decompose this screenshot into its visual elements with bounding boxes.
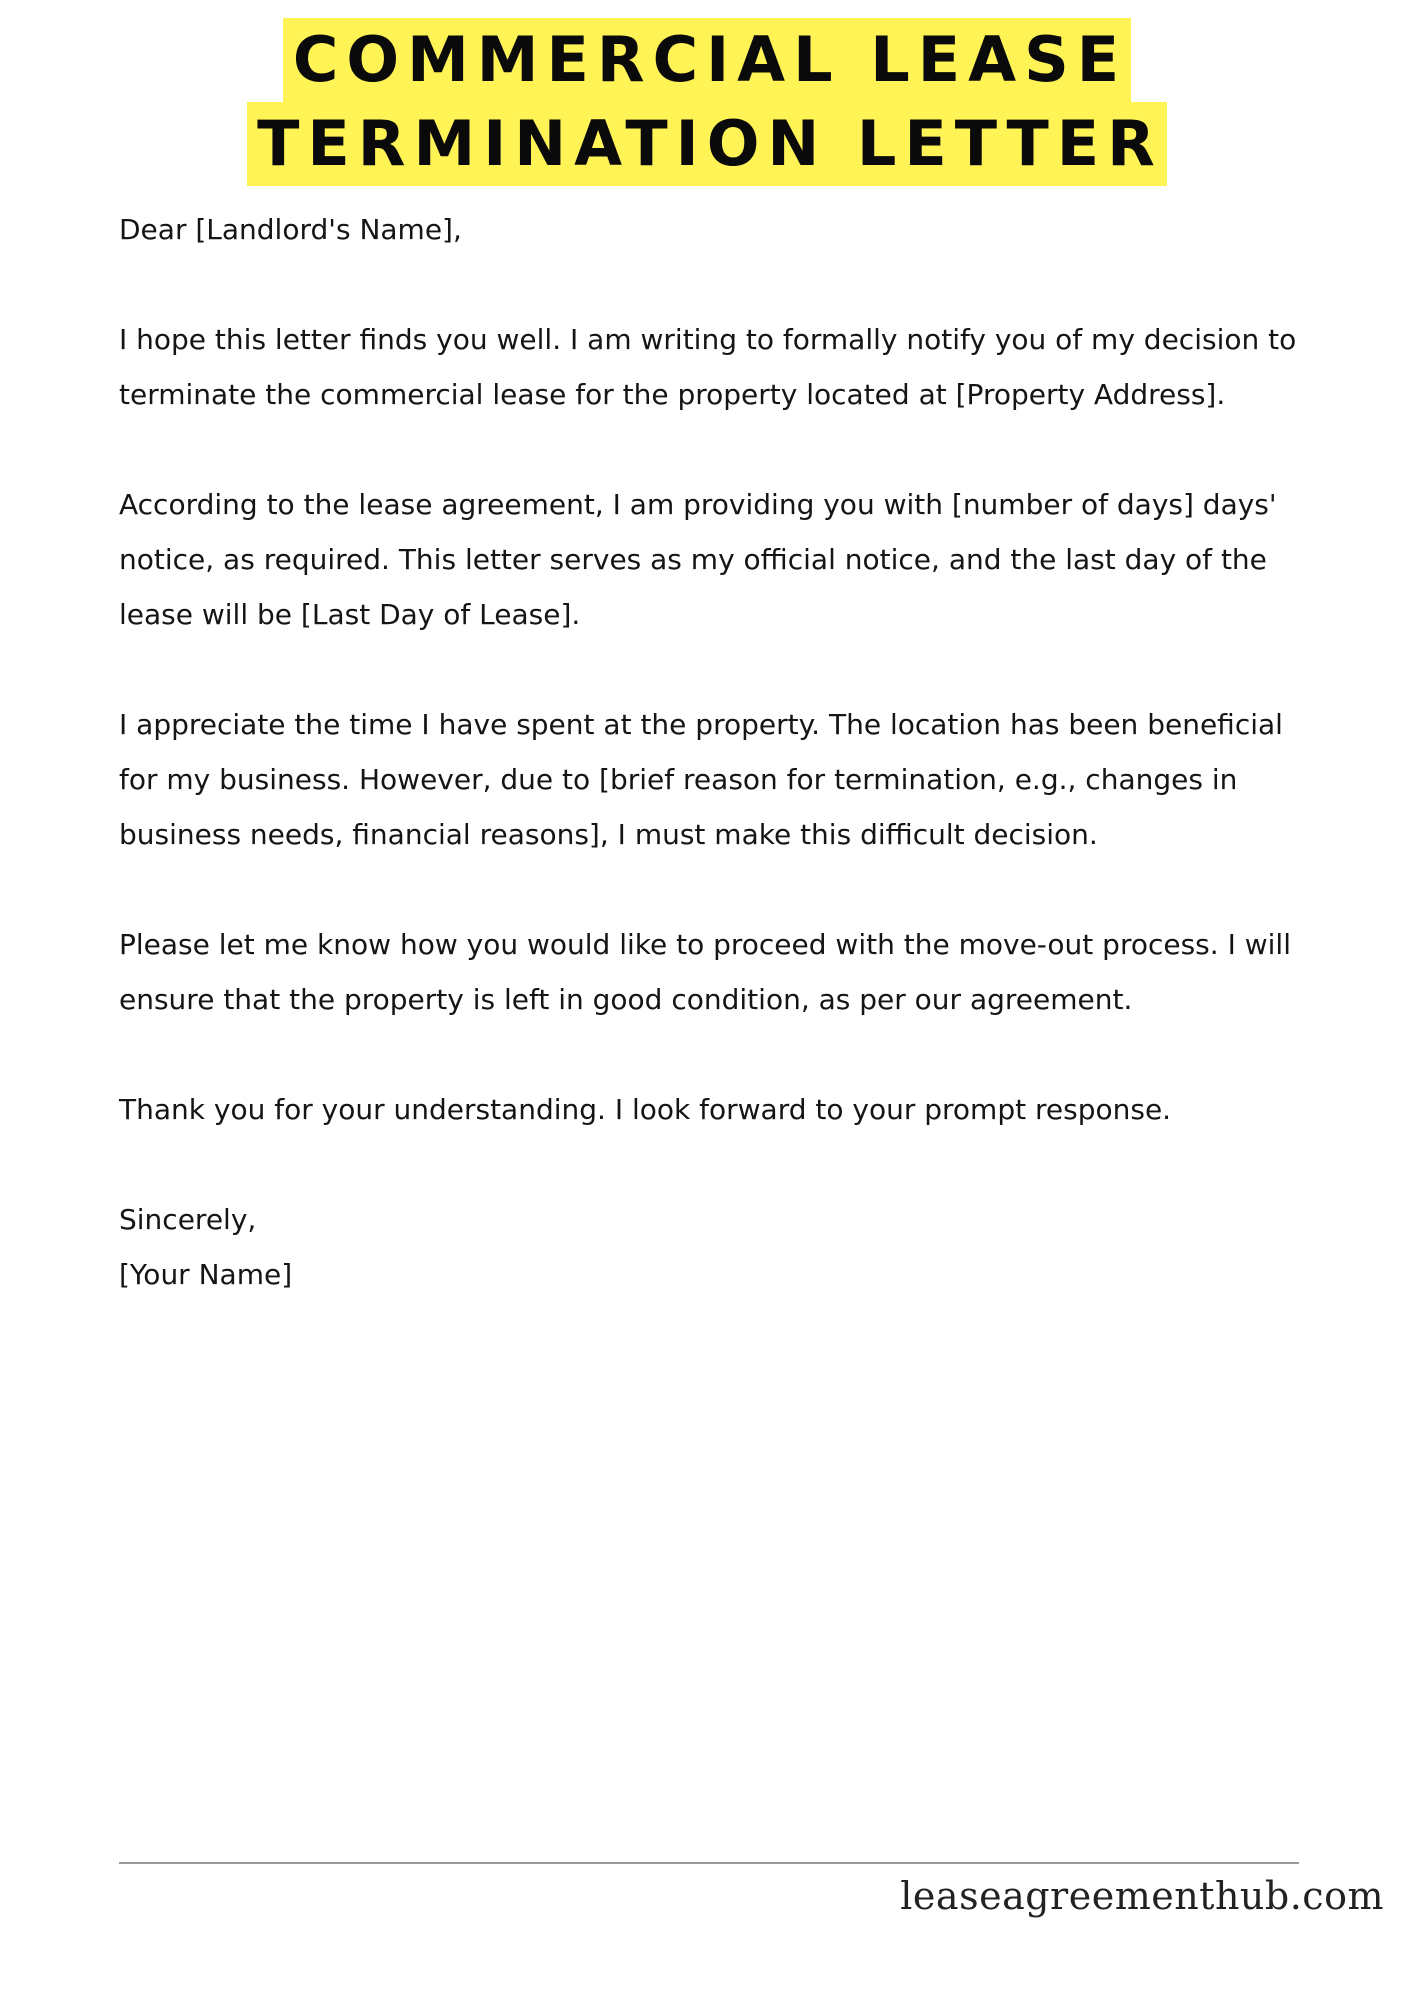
- paragraph-move-out: Please let me know how you would like to proceed with the move-out process. I will ensure that the property is left in good condition, as per our agreement.: [119, 928, 1291, 1016]
- closing: Sincerely,: [119, 1203, 257, 1236]
- paragraph-intro: I hope this letter finds you well. I am writing to formally notify you of my decision to terminate the commercial lease for the property located at [Property Address].: [119, 323, 1297, 411]
- footer-divider: [119, 1862, 1299, 1864]
- title-line-2: TERMINATION LETTER: [247, 102, 1167, 186]
- paragraph-reason: I appreciate the time I have spent at the property. The location has been beneficial for my business. However, due to [brief reason for termination, e.g., changes in business needs, financial reasons], I must make this difficult decision.: [119, 708, 1283, 851]
- paragraph-notice: According to the lease agreement, I am providing you with [number of days] days' notice, as required. This letter serves as my official notice, and the last day of the lease will be [Last Day of Lease].: [119, 488, 1277, 631]
- footer-website: leaseagreementhub.com: [900, 1874, 1384, 1918]
- letter-body: [119, 202, 1319, 1302]
- title-line-1: COMMERCIAL LEASE: [283, 18, 1131, 102]
- document-title: [0, 18, 1414, 186]
- salutation: Dear [Landlord's Name],: [119, 213, 462, 246]
- signature: [Your Name]: [119, 1258, 293, 1291]
- paragraph-thanks: Thank you for your understanding. I look forward to your prompt response.: [119, 1093, 1172, 1126]
